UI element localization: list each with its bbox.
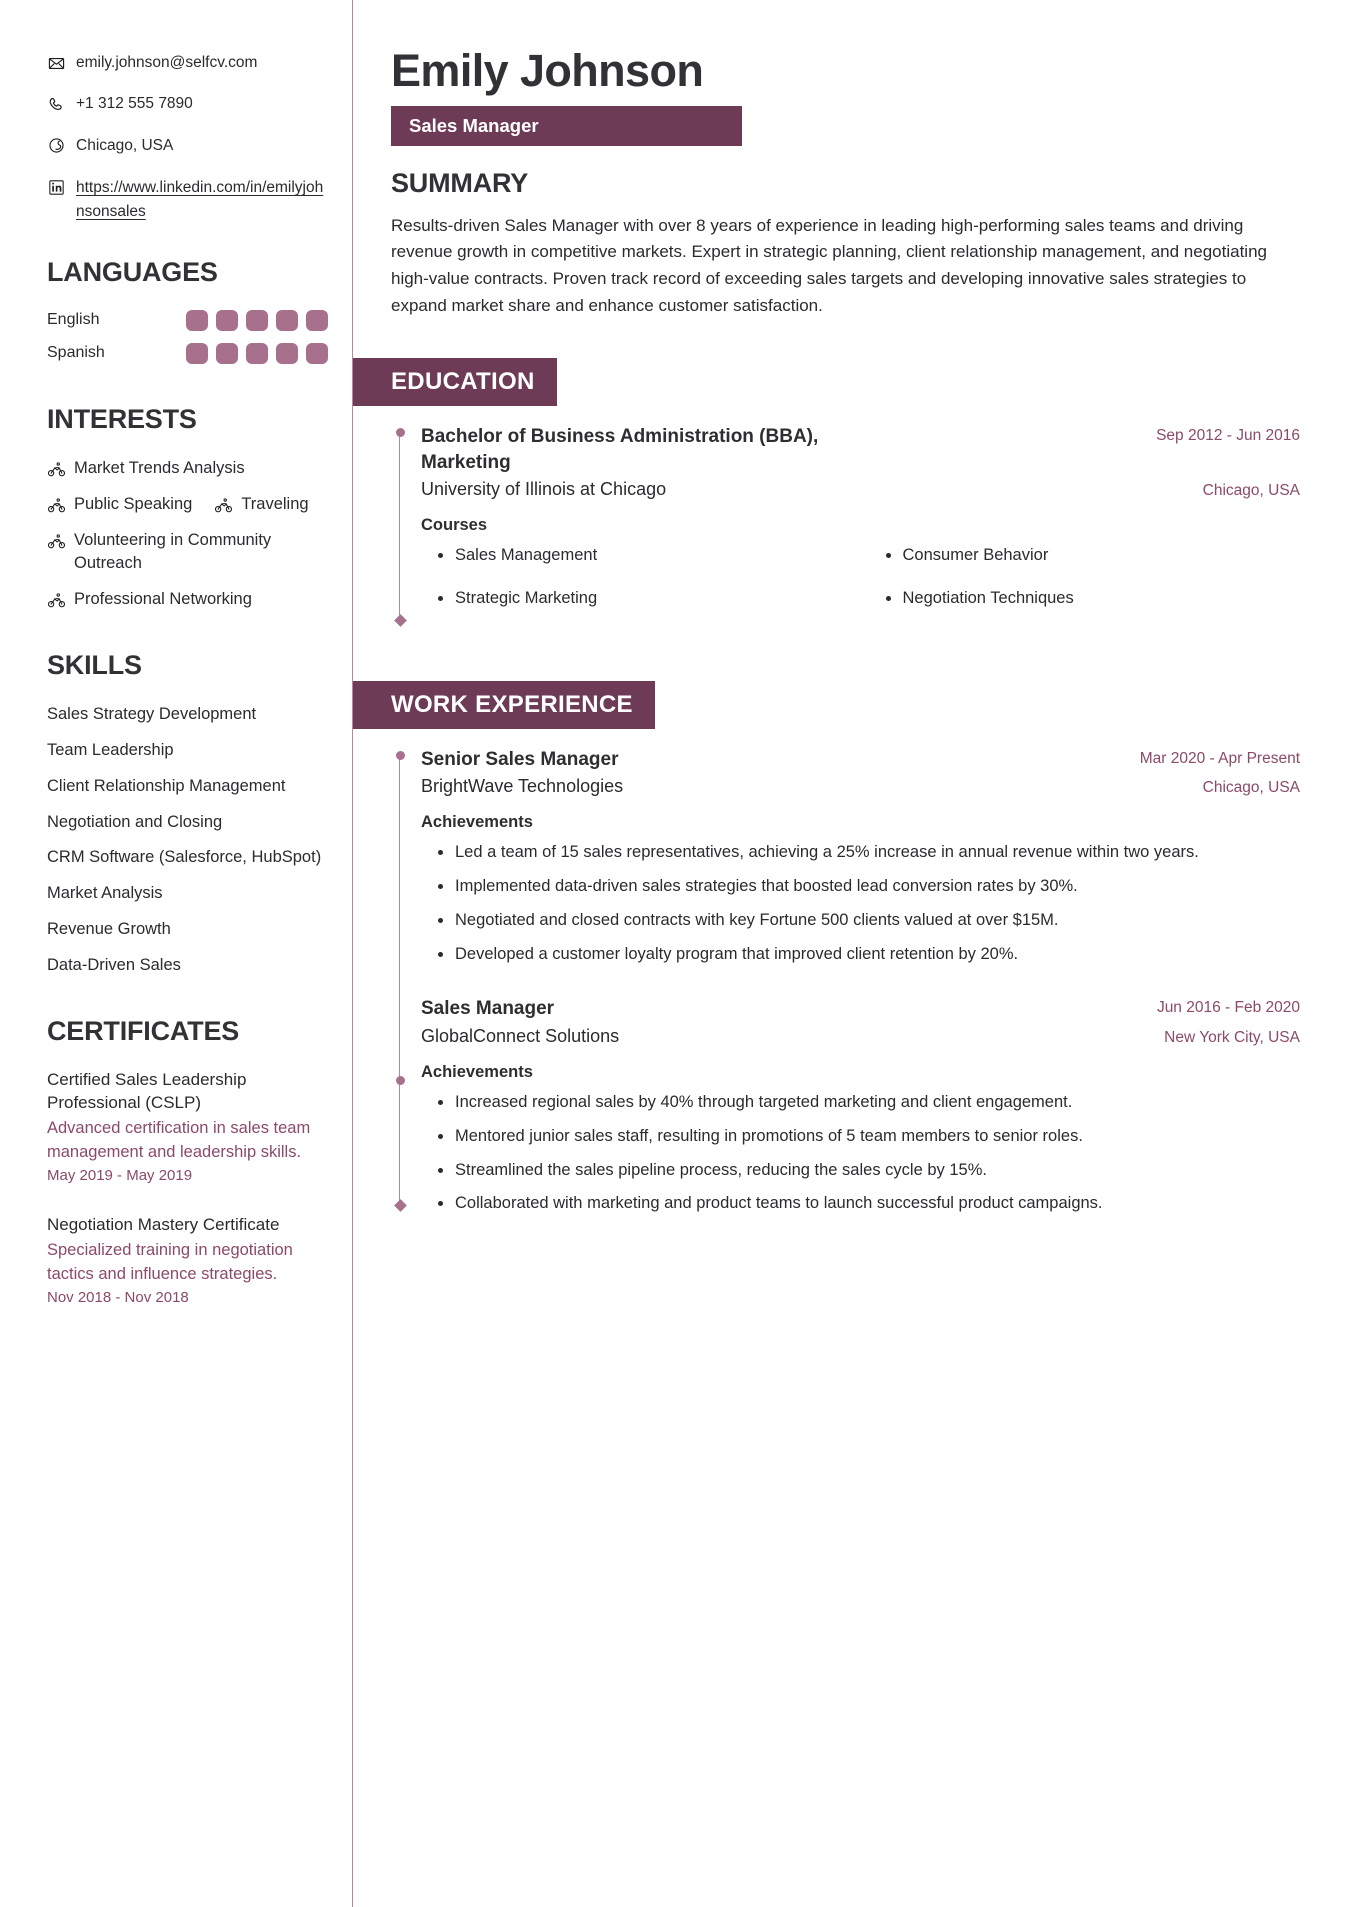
skill-item: Team Leadership xyxy=(47,741,174,759)
course-item: Consumer Behavior xyxy=(869,543,1301,568)
achievement-item: Developed a customer loyalty program that improved client retention by 20%. xyxy=(421,942,1300,967)
level-square xyxy=(276,310,298,331)
course-item: Sales Management xyxy=(421,543,853,568)
skill-item: Market Analysis xyxy=(47,884,163,903)
work-company: BrightWave Technologies xyxy=(421,776,624,797)
interest-item xyxy=(47,457,245,479)
entry-header xyxy=(421,996,1300,1022)
skill-item: Data-Driven Sales xyxy=(47,955,181,974)
contact-item xyxy=(47,52,328,74)
achievements-label: Achievements xyxy=(421,1063,533,1081)
language-level-meter xyxy=(186,343,328,364)
entry-subheader xyxy=(421,1026,1300,1047)
interest-item xyxy=(47,588,252,610)
education-location: Chicago, USA xyxy=(1202,482,1300,500)
language-level-meter xyxy=(186,310,328,331)
main-column xyxy=(353,0,1350,1907)
contact-value: emily.johnson@selfcv.com xyxy=(76,54,258,71)
interest-item xyxy=(47,529,328,574)
phone-icon xyxy=(47,95,65,113)
summary-text: Results-driven Sales Manager with over 8 years of experience in leading high-performing sales teams and driving revenue growth in competitive markets. Expert in strategic planning, client relationship management, and negotiating high-value contracts. Proven track record of exceeding sales targets and developing innovative sales strategies to expand market share and enhance customer satisfaction. xyxy=(391,215,1267,316)
work-timeline xyxy=(391,735,1300,1216)
bicycle-icon xyxy=(47,496,66,515)
certificate-name: Negotiation Mastery Certificate xyxy=(47,1214,280,1234)
bicycle-icon xyxy=(47,460,66,479)
entry-subheader xyxy=(421,479,1300,500)
courses-list xyxy=(421,543,1300,629)
interest-item xyxy=(214,493,308,515)
timeline-dot xyxy=(396,751,405,760)
timeline-dot xyxy=(396,1076,405,1085)
work-location: New York City, USA xyxy=(1164,1029,1300,1046)
level-square xyxy=(216,310,238,331)
bicycle-icon xyxy=(47,532,66,551)
languages-section xyxy=(47,257,328,364)
languages-heading: LANGUAGES xyxy=(47,256,218,287)
interest-line xyxy=(47,588,328,610)
language-row xyxy=(47,343,328,364)
entry-header xyxy=(421,424,1300,475)
education-timeline xyxy=(391,412,1300,629)
work-location: Chicago, USA xyxy=(1202,779,1300,797)
certificate-description: Specialized training in negotiation tactics and influence strategies. xyxy=(47,1240,293,1283)
interest-line xyxy=(47,529,328,574)
achievement-item: Mentored junior sales staff, resulting in promotions of 5 team members to senior roles. xyxy=(421,1124,1300,1149)
timeline-end-diamond xyxy=(394,614,407,627)
level-square xyxy=(306,343,328,364)
skill-item: CRM Software (Salesforce, HubSpot) xyxy=(47,848,322,867)
skills-section xyxy=(47,650,328,976)
work-entry xyxy=(421,996,1300,1216)
achievement-item: Led a team of 15 sales representatives, achieving a 25% increase in annual revenue within two years. xyxy=(421,840,1300,865)
certificate-item xyxy=(47,1069,328,1188)
achievements-list xyxy=(421,1090,1300,1216)
job-title-badge: Sales Manager xyxy=(391,106,742,146)
entry-subheader xyxy=(421,776,1300,797)
education-heading: EDUCATION xyxy=(353,358,557,406)
entry-header xyxy=(421,747,1300,773)
level-square xyxy=(246,343,268,364)
bicycle-icon xyxy=(47,591,66,610)
summary-heading: SUMMARY xyxy=(391,167,529,198)
certificate-description: Advanced certification in sales team management and leadership skills. xyxy=(47,1119,311,1162)
level-square xyxy=(246,310,268,331)
achievement-item: Increased regional sales by 40% through targeted marketing and client engagement. xyxy=(421,1090,1300,1115)
bicycle-icon xyxy=(214,496,233,515)
level-square xyxy=(186,310,208,331)
timeline-line xyxy=(399,430,400,619)
page-title: Emily Johnson xyxy=(391,45,704,96)
skills-heading: SKILLS xyxy=(47,650,142,681)
education-institution: University of Illinois at Chicago xyxy=(421,479,667,500)
certificate-date: Nov 2018 - Nov 2018 xyxy=(47,1288,189,1306)
achievements-label: Achievements xyxy=(421,813,533,832)
certificate-item xyxy=(47,1214,328,1310)
certificates-section xyxy=(47,1016,328,1309)
contact-item xyxy=(47,135,328,157)
achievement-item: Collaborated with marketing and product teams to launch successful product campaigns. xyxy=(421,1191,1300,1216)
globe-icon xyxy=(47,137,65,155)
course-item: Negotiation Techniques xyxy=(869,586,1301,611)
level-square xyxy=(186,343,208,364)
interest-line xyxy=(47,457,328,479)
linkedin-icon xyxy=(47,178,65,196)
course-item: Strategic Marketing xyxy=(421,586,853,611)
work-entry xyxy=(421,747,1300,967)
certificates-heading: CERTIFICATES xyxy=(47,1016,240,1047)
certificate-date: May 2019 - May 2019 xyxy=(47,1167,193,1185)
interest-label: Public Speaking xyxy=(74,495,193,514)
work-date: Mar 2020 - Apr Present xyxy=(1139,749,1300,767)
contact-list xyxy=(47,52,328,223)
work-company: GlobalConnect Solutions xyxy=(421,1026,620,1046)
achievement-item: Implemented data-driven sales strategies that boosted lead conversion rates by 30%. xyxy=(421,874,1300,899)
timeline-dot xyxy=(396,428,405,437)
interest-label: Volunteering in Community Outreach xyxy=(74,531,272,572)
work-heading: WORK EXPERIENCE xyxy=(353,681,655,729)
interest-line xyxy=(47,493,328,515)
work-date: Jun 2016 - Feb 2020 xyxy=(1156,999,1300,1017)
interest-item xyxy=(47,493,192,515)
skill-item: Client Relationship Management xyxy=(47,776,286,795)
skill-item: Sales Strategy Development xyxy=(47,705,257,724)
envelope-icon xyxy=(47,54,65,72)
certificate-name: Certified Sales Leadership Professional (CSLP) xyxy=(47,1070,247,1113)
language-row xyxy=(47,310,328,331)
interest-label: Traveling xyxy=(241,495,309,514)
level-square xyxy=(276,343,298,364)
interests-section xyxy=(47,404,328,610)
interests-heading: INTERESTS xyxy=(47,403,197,434)
interest-label: Market Trends Analysis xyxy=(74,458,245,477)
achievement-item: Streamlined the sales pipeline process, reducing the sales cycle by 15%. xyxy=(421,1158,1300,1183)
interests-list xyxy=(47,457,328,610)
achievement-item: Negotiated and closed contracts with key Fortune 500 clients valued at over $15M. xyxy=(421,908,1300,933)
education-degree: Bachelor of Business Administration (BBA), Marketing xyxy=(421,425,819,473)
work-position: Senior Sales Manager xyxy=(421,748,619,770)
contact-item xyxy=(47,93,328,115)
language-name: English xyxy=(47,311,100,329)
skill-item: Revenue Growth xyxy=(47,919,171,938)
education-date: Sep 2012 - Jun 2016 xyxy=(1156,426,1300,444)
contact-item[interactable] xyxy=(47,176,328,223)
level-square xyxy=(216,343,238,364)
level-square xyxy=(306,310,328,331)
skill-item: Negotiation and Closing xyxy=(47,812,223,831)
languages-list xyxy=(47,310,328,364)
achievements-list xyxy=(421,840,1300,966)
timeline-line xyxy=(399,753,400,1206)
sidebar xyxy=(0,0,353,1907)
courses-label: Courses xyxy=(421,516,488,535)
language-name: Spanish xyxy=(47,344,105,362)
contact-value: +1 312 555 7890 xyxy=(76,95,193,113)
timeline-end-diamond xyxy=(394,1199,407,1212)
contact-value[interactable]: https://www.linkedin.com/in/emilyjohnsonsales xyxy=(76,179,324,220)
interest-label: Professional Networking xyxy=(74,589,252,608)
contact-value: Chicago, USA xyxy=(76,136,174,154)
certificates-list xyxy=(47,1069,328,1309)
work-position: Sales Manager xyxy=(421,998,555,1020)
education-entry xyxy=(421,424,1300,629)
skills-list xyxy=(47,703,328,976)
